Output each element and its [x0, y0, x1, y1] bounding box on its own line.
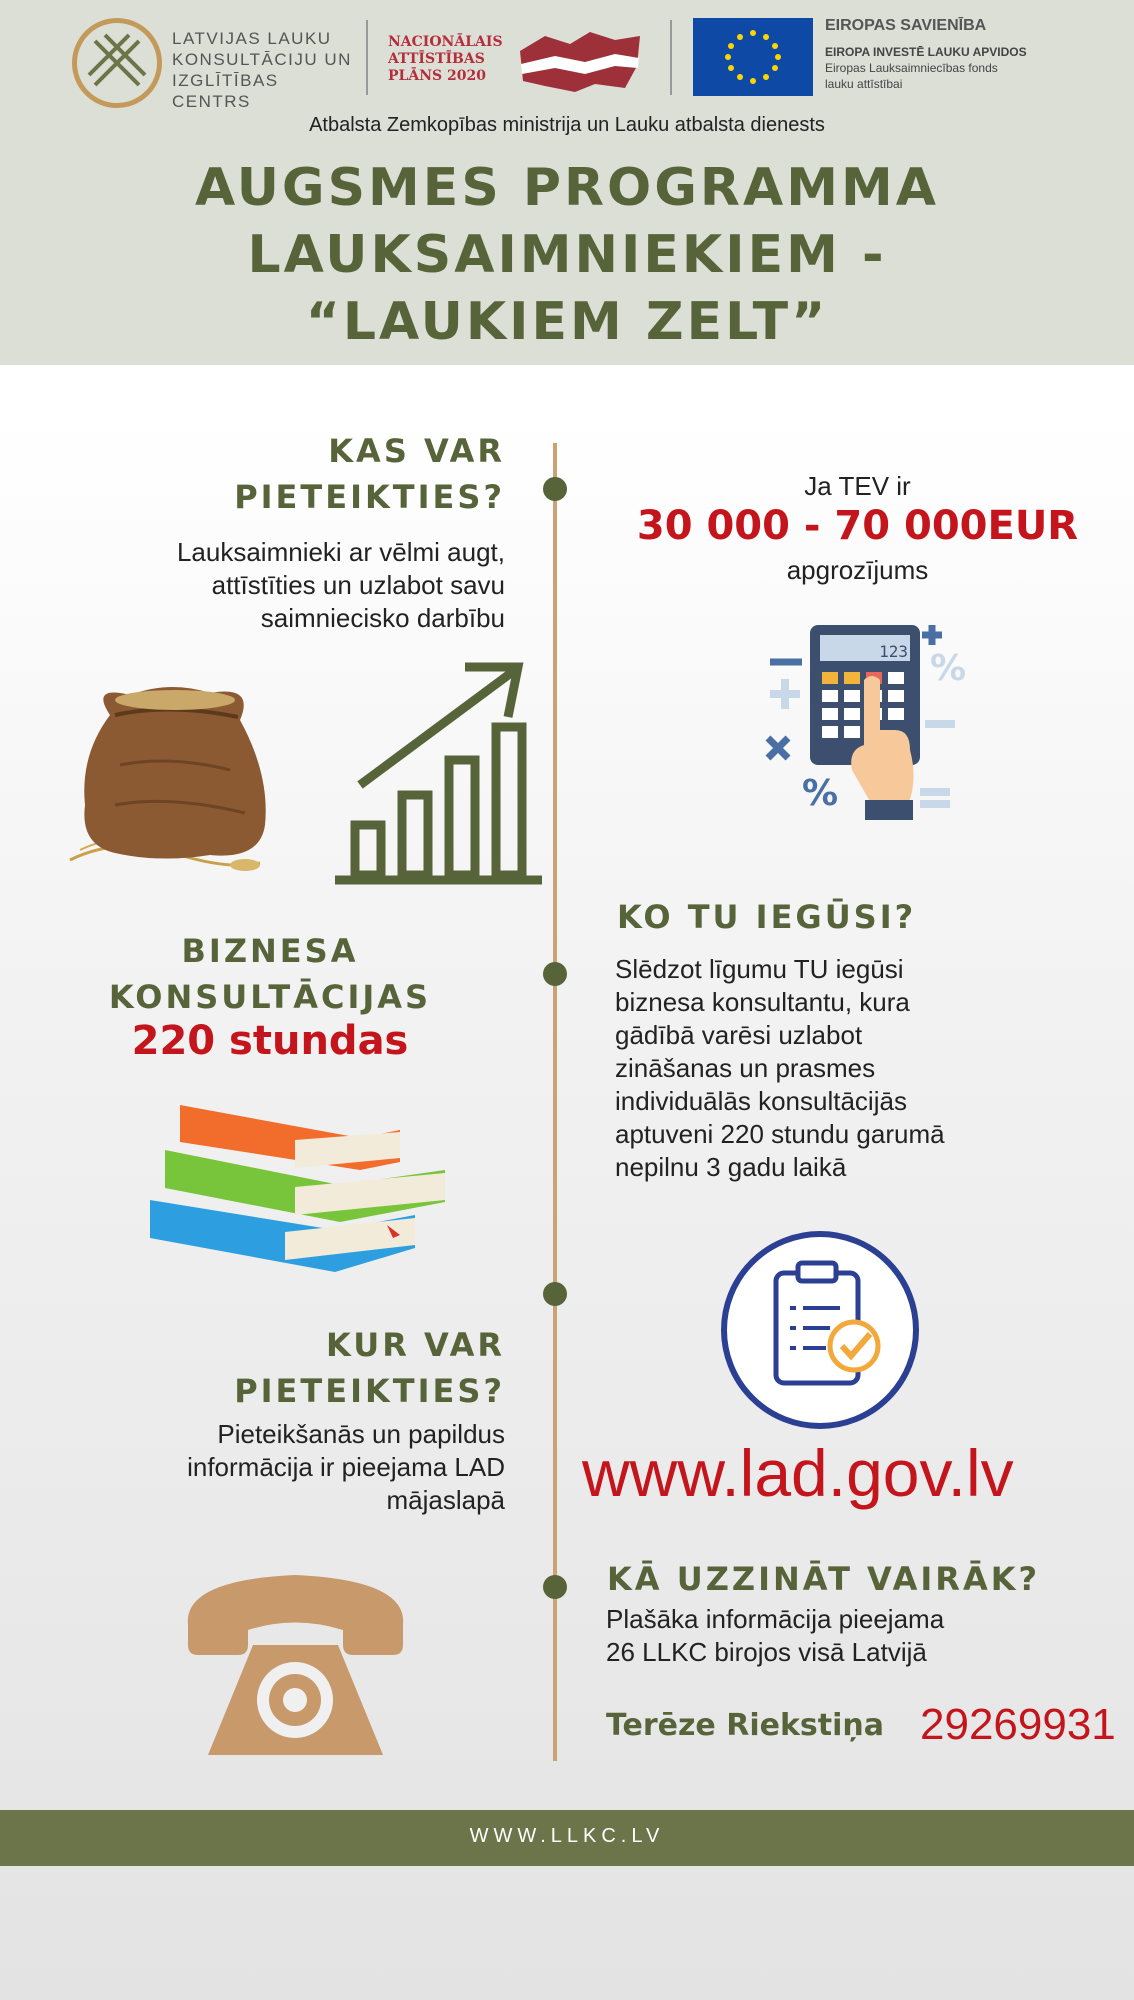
svg-text:%: %: [930, 648, 967, 689]
nap-logo-text: NACIONĀLAIS ATTĪSTĪBAS PLĀNS 2020: [388, 34, 503, 84]
contact-phone[interactable]: 29269931: [920, 1700, 1116, 1749]
turnover-post: apgrozījums: [786, 555, 929, 585]
eu-line: Eiropas Lauksaimniecības fonds: [825, 61, 998, 75]
consultations-hours: 220 stundas: [131, 1018, 409, 1064]
timeline-line: [553, 443, 557, 1761]
benefit-title: KO TU IEGŪSI?: [617, 898, 917, 936]
who-text: Lauksaimnieki ar vēlmi augt, attīstīties un uzlabot savu saimniecisko darbību: [176, 537, 505, 633]
page-title-line: “LAUKIEM ZELT”: [305, 292, 829, 352]
support-text: Atbalsta Zemkopības ministrija un Lauku atbalsta dienests: [309, 114, 825, 136]
telephone-icon: [178, 1560, 413, 1760]
llkc-logo-text: LATVIJAS LAUKU KONSULTĀCIJU UN IZGLĪTĪBAS CENTRS: [172, 29, 352, 111]
consultations-title: BIZNESA KONSULTĀCIJAS: [108, 932, 432, 1016]
latvia-map-flag-icon: [515, 26, 645, 96]
where-title: KUR VAR PIETEIKTIES?: [234, 1326, 505, 1410]
contact-name: Terēze Riekstiņa: [606, 1708, 884, 1743]
timeline-dot: [543, 1575, 567, 1599]
who-title: KAS VAR PIETEIKTIES?: [234, 432, 505, 516]
llkc-logo-icon: [72, 18, 162, 108]
page-title-line: LAUKSAIMNIEKIEM -: [247, 225, 887, 285]
timeline-dot: [543, 477, 567, 501]
logo-divider: [670, 20, 672, 95]
clipboard-check-icon: [718, 1228, 923, 1433]
eu-line: lauku attīstībai: [825, 77, 903, 91]
grain-sack-icon: [60, 675, 290, 885]
logo-divider: [366, 20, 368, 95]
more-title: KĀ UZZINĀT VAIRĀK?: [607, 1560, 1041, 1598]
where-text: Pieteikšanās un papildus informācija ir pieejama LAD mājaslapā: [187, 1419, 505, 1515]
calculator-icon: [760, 620, 980, 830]
eu-flag-icon: [693, 18, 813, 96]
svg-text:%: %: [802, 773, 839, 814]
eu-title: EIROPAS SAVIENĪBA: [825, 17, 987, 34]
page-title-line: AUGSMES PROGRAMMA: [195, 158, 939, 218]
lad-website-link[interactable]: www.lad.gov.lv: [582, 1436, 1014, 1510]
footer-website-link[interactable]: WWW.LLKC.LV: [469, 1825, 665, 1847]
eu-line: EIROPA INVESTĒ LAUKU APVIDOS: [825, 45, 1027, 59]
calculator-display: 123: [879, 642, 908, 661]
benefit-text: Slēdzot līgumu TU iegūsi biznesa konsultantu, kura gādībā varēsi uzlabot zināšanas un prasmes individuālās konsultācijās aptuveni 220 stundu garumā nepilnu 3 gadu laikā: [615, 954, 945, 1182]
turnover-amount: 30 000 - 70 000EUR: [636, 503, 1079, 549]
timeline-dot: [543, 1282, 567, 1306]
growth-chart-icon: [330, 655, 545, 885]
turnover-pre: Ja TEV ir: [804, 471, 911, 501]
timeline-dot: [543, 962, 567, 986]
more-text: Plašāka informācija pieejama 26 LLKC birojos visā Latvijā: [606, 1604, 945, 1667]
books-icon: [145, 1100, 450, 1275]
